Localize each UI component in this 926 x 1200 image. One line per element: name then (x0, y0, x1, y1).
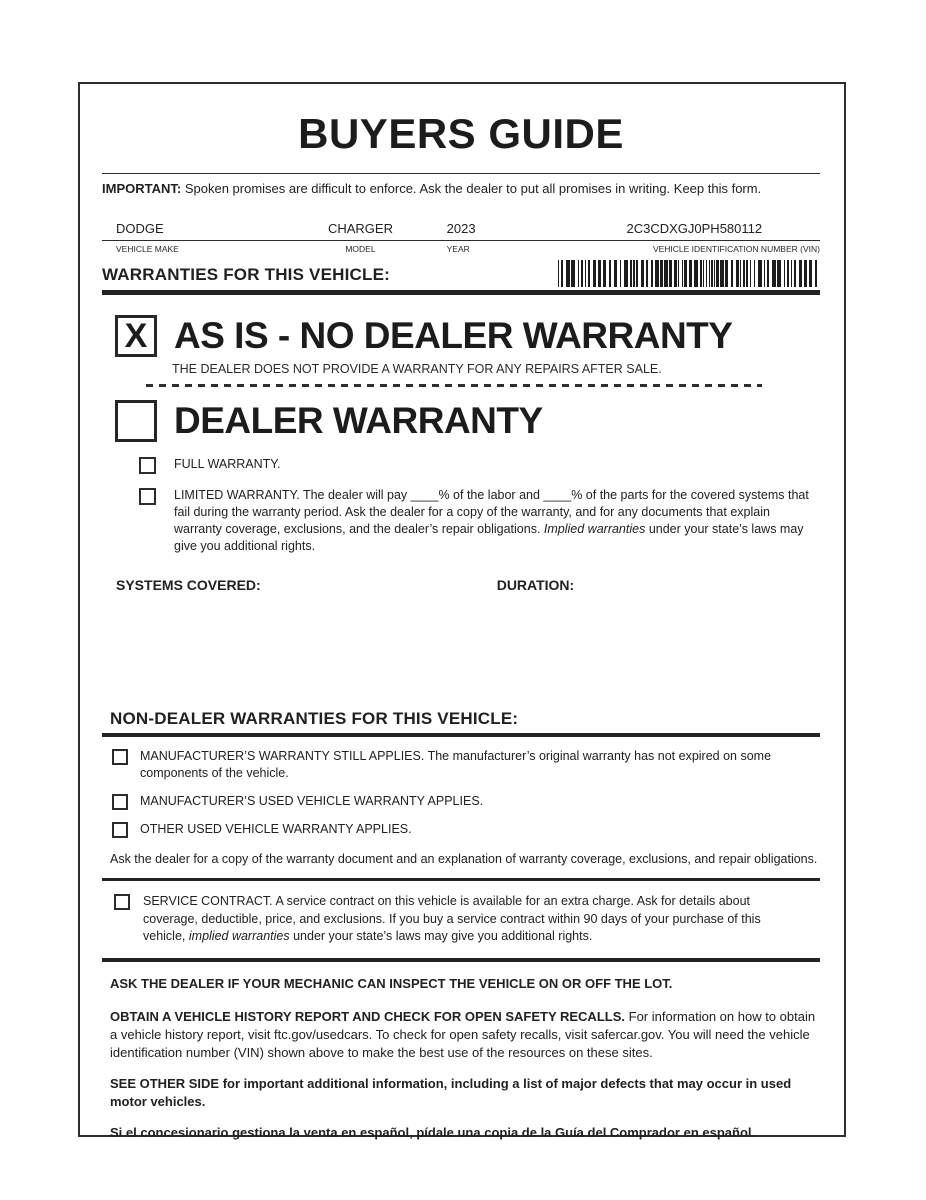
warranty-document-note: Ask the dealer for a copy of the warranty document and an explanation of warranty coverage, exclusions, and repair obligations. (110, 852, 818, 866)
full-warranty-checkbox[interactable] (139, 457, 156, 474)
section-divider (102, 878, 820, 881)
vehicle-model-label: MODEL (345, 244, 376, 254)
vehicle-make-value: DODGE (116, 221, 164, 236)
limited-warranty-italic: Implied warranties (543, 522, 646, 536)
manufacturer-used-warranty-row (102, 793, 820, 810)
limited-warranty-row (102, 487, 820, 555)
vehicle-info-values (102, 221, 820, 236)
limited-warranty-body-2: under your state’s laws may give you additional rights. (174, 522, 804, 553)
important-text: Spoken promises are difficult to enforce. Ask the dealer to put all promises in writing. Keep this form. (184, 181, 762, 196)
vin-barcode (558, 260, 820, 287)
systems-duration-row (102, 577, 820, 593)
warranties-heading: WARRANTIES FOR THIS VEHICLE: (102, 265, 390, 284)
vehicle-history-note (110, 1008, 824, 1062)
full-warranty-row (102, 456, 820, 474)
dealer-warranty-row (102, 400, 820, 442)
vehicle-year-label: YEAR (446, 244, 470, 254)
systems-covered-blank-area[interactable] (102, 593, 820, 709)
page-title: BUYERS GUIDE (298, 110, 624, 157)
duration-label: DURATION: (496, 577, 575, 593)
vehicle-vin-label: VEHICLE IDENTIFICATION NUMBER (VIN) (652, 244, 820, 254)
full-warranty-label: FULL WARRANTY. (174, 457, 281, 471)
as-is-title: AS IS - NO DEALER WARRANTY (174, 315, 733, 356)
dealer-warranty-title: DEALER WARRANTY (174, 400, 543, 441)
item-body: The manufacturer’s original warranty has not expired on some components of the vehicle. (140, 749, 772, 780)
service-contract-body: A service contract on this vehicle is available for an extra charge. Ask for details about coverage, deductible, price, and exclusions. If you buy a service contract within 90 days of your purchase of this vehicle, (143, 894, 761, 943)
vehicle-info-underline (102, 240, 820, 241)
as-is-row (102, 315, 820, 357)
divider (102, 173, 820, 174)
non-dealer-heading: NON-DEALER WARRANTIES FOR THIS VEHICLE: (110, 709, 519, 728)
service-contract-row (102, 893, 820, 946)
limited-warranty-label: LIMITED WARRANTY. (174, 488, 300, 502)
service-contract-text (143, 893, 805, 946)
section-divider (102, 290, 820, 295)
vehicle-year-value: 2023 (446, 221, 476, 236)
vehicle-model-value: CHARGER (327, 221, 393, 236)
section-divider (102, 958, 820, 962)
see-other-side-note: SEE OTHER SIDE for important additional information, including a list of major defects that may occur in used motor vehicles. (110, 1075, 792, 1109)
item-label: OTHER USED VEHICLE WARRANTY APPLIES. (140, 822, 412, 836)
section-divider (102, 733, 820, 737)
service-contract-italic: implied warranties (188, 929, 290, 943)
manufacturer-used-warranty-checkbox[interactable] (112, 794, 128, 810)
warranties-header-row (102, 260, 820, 287)
other-used-warranty-checkbox[interactable] (112, 822, 128, 838)
vehicle-vin-value: 2C3CDXGJ0PH580112 (626, 221, 763, 236)
important-label: IMPORTANT: (102, 181, 182, 196)
service-contract-body-2: under your state’s laws may give you additional rights. (293, 929, 593, 943)
item-label: MANUFACTURER’S USED VEHICLE WARRANTY APPLIES. (140, 794, 484, 808)
vehicle-make-label: VEHICLE MAKE (116, 244, 179, 254)
limited-warranty-body: The dealer will pay ____% of the labor and ____% of the parts for the covered systems that fail during the warranty period. Ask the dealer for a copy of the warranty, and for any documents that explain warranty coverage, exclusions, and the dealer’s repair obligations. (174, 488, 809, 536)
other-used-warranty-row (102, 821, 820, 838)
dashed-divider (146, 384, 762, 387)
manufacturer-warranty-row (102, 748, 820, 782)
manufacturer-warranty-text (140, 748, 818, 782)
vehicle-history-bold: OBTAIN A VEHICLE HISTORY REPORT AND CHECK FOR OPEN SAFETY RECALLS. (110, 1008, 625, 1024)
vehicle-history-body: For information on how to obtain a vehicle history report, visit ftc.gov/usedcars. To check for open safety recalls, visit safercar.gov. You will need the vehicle identification number (VIN) shown above to make the best use of the resources on these sites. (110, 1008, 816, 1060)
manufacturer-warranty-checkbox[interactable] (112, 749, 128, 765)
spanish-note: Si el concesionario gestiona la venta en español, pídale una copia de la Guía del Comprador en español. (110, 1124, 756, 1140)
limited-warranty-text (174, 487, 820, 555)
limited-warranty-checkbox[interactable] (139, 488, 156, 505)
systems-covered-label: SYSTEMS COVERED: (116, 577, 261, 593)
service-contract-label: SERVICE CONTRACT. (143, 894, 273, 908)
as-is-subtitle: THE DEALER DOES NOT PROVIDE A WARRANTY FOR ANY REPAIRS AFTER SALE. (172, 362, 662, 376)
item-label: MANUFACTURER’S WARRANTY STILL APPLIES. (140, 749, 425, 763)
mechanic-inspection-note: ASK THE DEALER IF YOUR MECHANIC CAN INSPECT THE VEHICLE ON OR OFF THE LOT. (110, 975, 673, 991)
vehicle-info-labels (102, 244, 820, 254)
service-contract-checkbox[interactable] (114, 894, 130, 910)
other-used-warranty-text (140, 821, 818, 838)
dealer-warranty-checkbox[interactable] (115, 400, 157, 442)
buyers-guide-form (78, 82, 846, 1140)
important-notice (102, 180, 820, 197)
as-is-checkbox[interactable]: X (115, 315, 157, 357)
manufacturer-used-warranty-text (140, 793, 818, 810)
